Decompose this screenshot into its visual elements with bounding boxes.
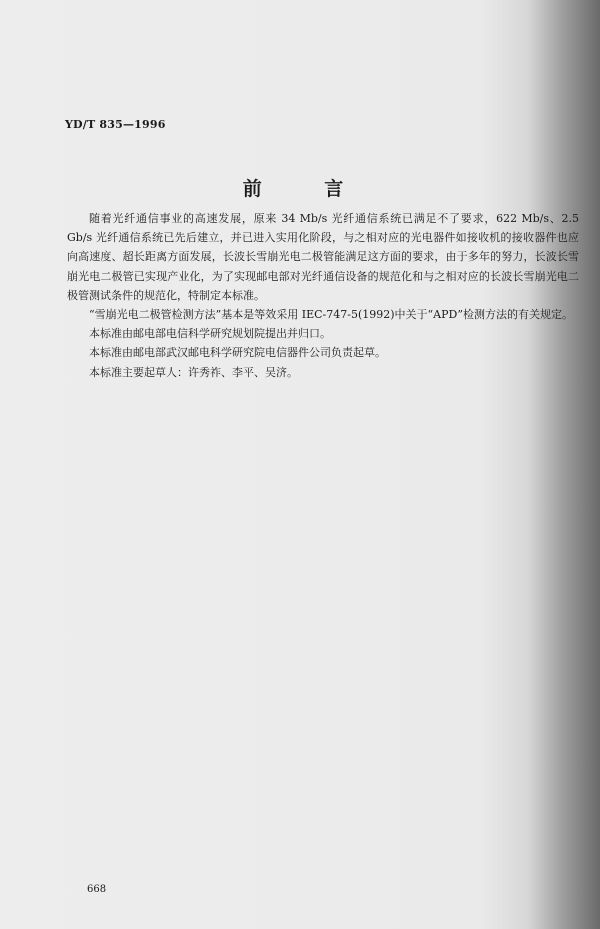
- page-number: 668: [87, 884, 107, 895]
- page-title: 前 言: [242, 178, 372, 200]
- document-code: YD/T 835—1996: [65, 118, 166, 131]
- paragraph-proposer: 本标准由邮电部电信科学研究规划院提出并归口。: [89, 327, 331, 341]
- foreword-body: [67, 209, 579, 382]
- paragraph-drafters: 本标准主要起草人：许秀祚、李平、吴济。: [89, 365, 298, 379]
- paragraph-intro: 随着光纤通信事业的高速发展，原来 34 Mb/s 光纤通信系统已满足不了要求，622 Mb/s、2.5 Gb/s 光纤通信系统已先后建立，并已进入实用化阶段，与之相对应的光电器件如接收机的接收器件也应向高速度、超长距离方面发展，长波长雪崩光电二极管能满足这方面的要求，由于多年的努力，长波长雪崩光电二极管已实现产业化，为了实现邮电部对光纤通信设备的规范化和与之相对应的长波长雪崩光电二极管测试条件的规范化，特制定本标准。: [67, 212, 579, 302]
- paragraph-adoption: “雪崩光电二极管检测方法”基本是等效采用 IEC-747-5(1992)中关于“APD”检测方法的有关规定。: [89, 308, 573, 322]
- paragraph-drafting-unit: 本标准由邮电部武汉邮电科学研究院电信器件公司负责起草。: [89, 346, 386, 360]
